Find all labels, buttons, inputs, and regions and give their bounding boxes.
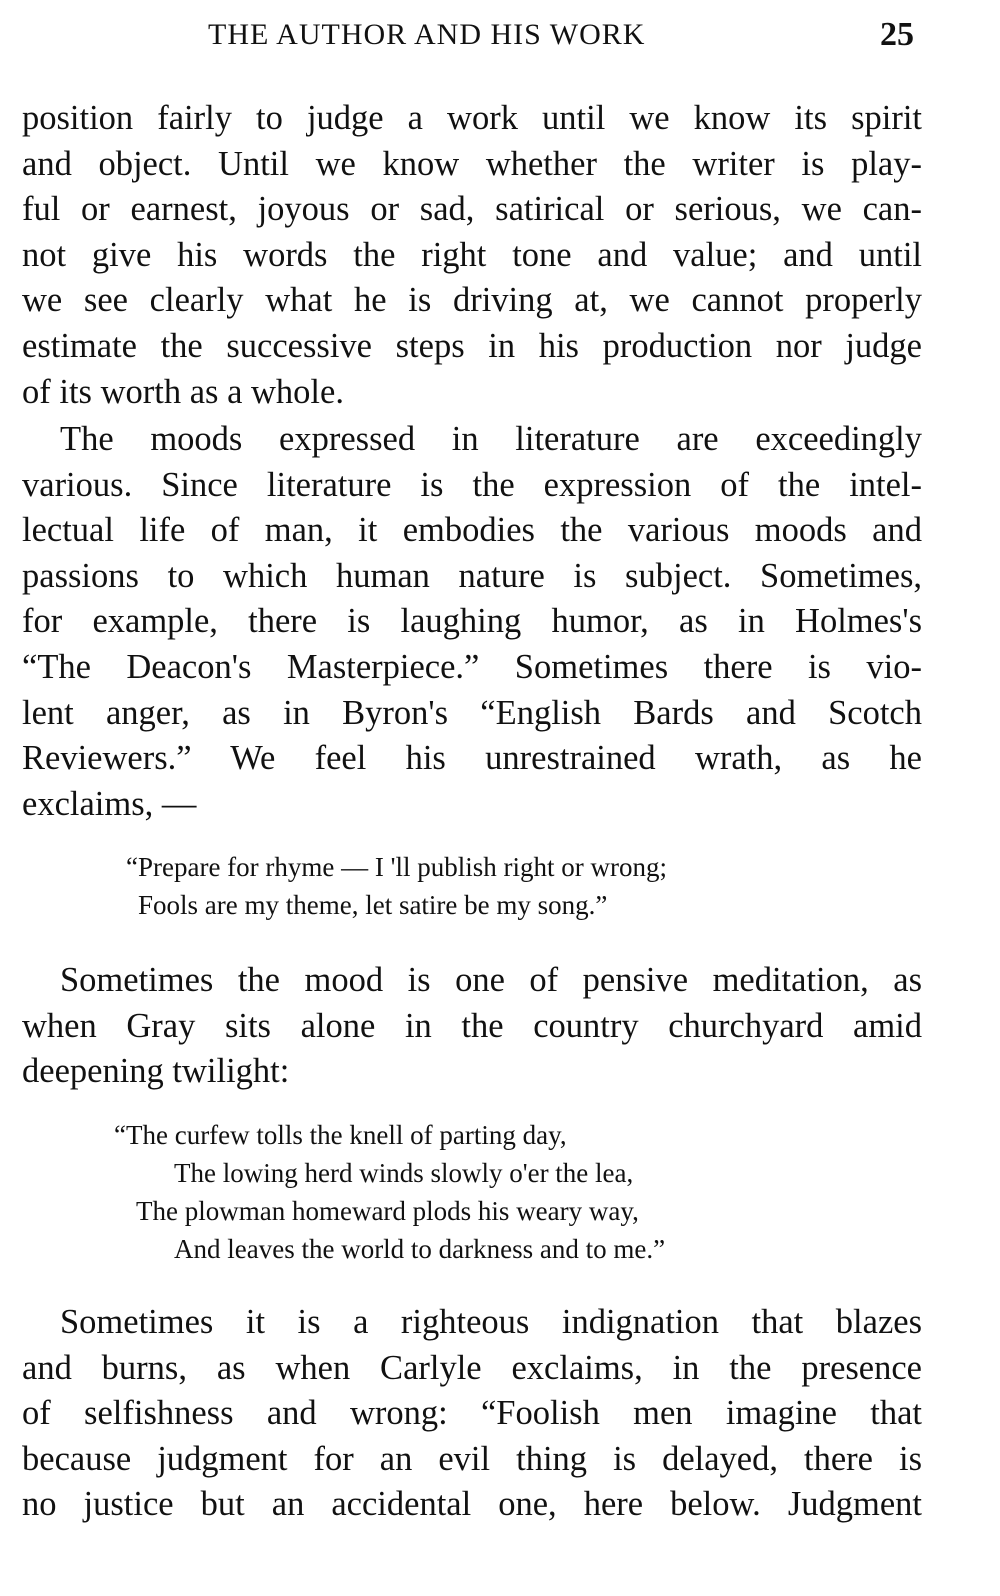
verse-quote-byron — [126, 848, 667, 924]
running-title: THE AUTHOR AND HIS WORK — [208, 18, 646, 51]
page-number: 25 — [880, 16, 914, 53]
verse-line: And leaves the world to darkness and to me.” — [174, 1234, 666, 1264]
verse-quote-gray — [114, 1116, 665, 1268]
text-line: “The Deacon's Masterpiece.” Sometimes there is vio- — [22, 647, 922, 686]
text-line: The moods expressed in literature are exceedingly — [60, 420, 922, 458]
text-line: lectual life of man, it embodies the various moods and — [22, 511, 922, 550]
text-line: Reviewers.” We feel his unrestrained wrath, as he — [22, 739, 922, 778]
text-line: of selfishness and wrong: “Foolish men imagine that — [22, 1394, 922, 1433]
paragraph-meditation — [22, 958, 922, 1095]
text-line: estimate the successive steps in his production nor judge — [22, 326, 922, 365]
paragraph-moods — [22, 417, 922, 827]
text-line: exclaims, — — [22, 784, 197, 823]
text-line: because judgment for an evil thing is delayed, there is — [22, 1439, 922, 1478]
verse-line: “The curfew tolls the knell of parting day, — [114, 1120, 567, 1150]
verse-line: The plowman homeward plods his weary way, — [136, 1196, 639, 1226]
text-line: we see clearly what he is driving at, we cannot properly — [22, 281, 922, 320]
text-line: when Gray sits alone in the country churchyard amid — [22, 1006, 922, 1045]
text-line: for example, there is laughing humor, as in Holmes's — [22, 602, 922, 641]
verse-line: The lowing herd winds slowly o'er the lea, — [174, 1158, 634, 1188]
text-line: passions to which human nature is subject. Sometimes, — [22, 556, 922, 595]
verse-line: “Prepare for rhyme — I 'll publish right or wrong; — [126, 852, 667, 882]
text-line: of its worth as a whole. — [22, 372, 344, 411]
text-line: position fairly to judge a work until we know its spirit — [22, 99, 922, 137]
text-line: no justice but an accidental one, here below. Judgment — [22, 1485, 922, 1524]
text-line: and burns, as when Carlyle exclaims, in the presence — [22, 1348, 922, 1387]
text-line: Sometimes it is a righteous indignation that blazes — [60, 1303, 922, 1341]
text-line: Sometimes the mood is one of pensive meditation, as — [60, 961, 922, 999]
verse-line: Fools are my theme, let satire be my song.” — [138, 890, 608, 920]
running-head — [0, 14, 1000, 58]
text-line: deepening twilight: — [22, 1052, 290, 1091]
text-line: lent anger, as in Byron's “English Bards and Scotch — [22, 693, 922, 732]
text-line: various. Since literature is the expression of the intel- — [22, 465, 922, 504]
paragraph-indignation — [22, 1300, 922, 1528]
text-line: ful or earnest, joyous or sad, satirical or serious, we can- — [22, 190, 922, 229]
paragraph-continuation — [22, 96, 922, 415]
text-line: not give his words the right tone and value; and until — [22, 235, 922, 274]
text-line: and object. Until we know whether the writer is play- — [22, 144, 922, 183]
